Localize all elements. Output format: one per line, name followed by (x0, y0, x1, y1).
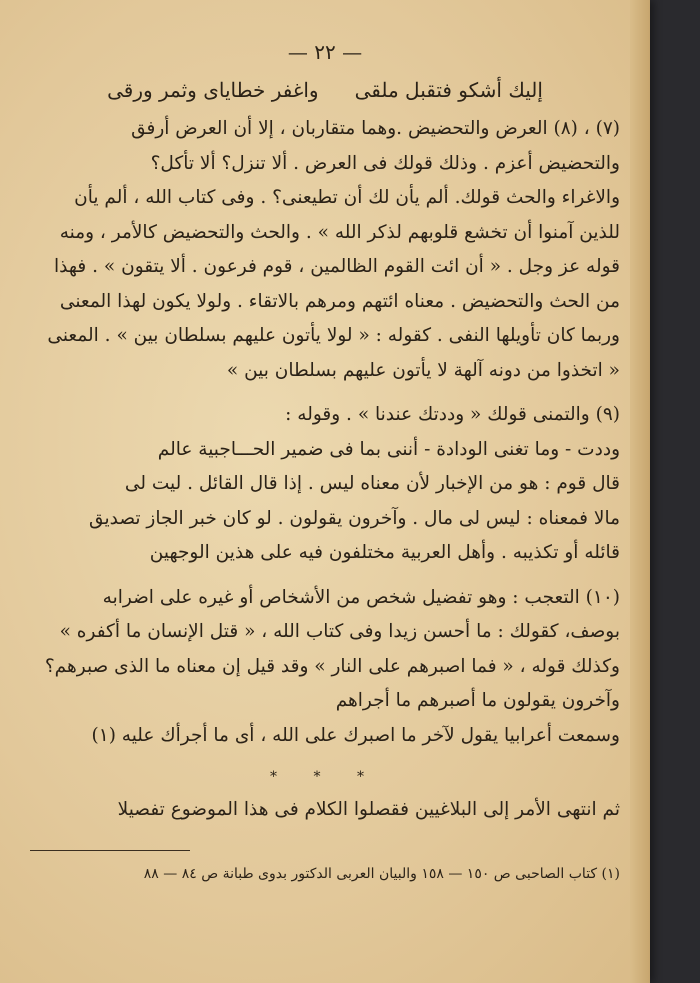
text-line: « اتخذوا من دونه آلهة لا يأتون عليهم بسلطان بين » (226, 359, 620, 381)
text-line: ثم انتهى الأمر إلى البلاغيين فقصلوا الكلام فى هذا الموضوع تفصيلا (117, 799, 620, 820)
text-line: (١٠) التعجب : وهو تفضيل شخص من الأشخاص أو غيره على اضرابه (102, 586, 620, 608)
page-edge (630, 0, 650, 983)
text-line: وكذلك قوله ، « فما اصبرهم على النار » وقد قيل إن معناه ما الذى صبرهم؟ (44, 655, 620, 677)
section-separator: * * * (270, 769, 380, 785)
text-line: وسمعت أعرابيا يقول لآخر ما اصبرك على الله ، أى ما أجرأك عليه (١) (91, 724, 620, 746)
closing-paragraph (30, 793, 620, 828)
paragraph-offer-urging (30, 112, 620, 388)
text-line: (٩) والتمنى قولك « وددتك عندنا » . وقوله : (285, 404, 620, 425)
text-line: والاغراء والحث قولك. ألم يأن لك أن تطيعنى؟ . وفى كتاب الله ، ألم يأن (74, 187, 620, 208)
footnote: (١) كتاب الصاحبى ص ١٥٠ — ١٥٨ والبيان العربى الدكتور بدوى طبانة ص ٨٤ — ٨٨ (143, 866, 620, 882)
text-line: بوصف، كقولك : ما أحسن زيدا وفى كتاب الله ، « قتل الإنسان ما أكفره » (59, 621, 620, 642)
page-number: — ٢٢ — (287, 40, 363, 64)
text-line: قوله عز وجل . « أن ائت القوم الظالمين ، قوم فرعون . ألا يتقون » . فهذا (54, 256, 620, 277)
verse-line: وددت - وما تغنى الودادة - أننى بما فى ضمير الحـــاجبية عالم (157, 438, 620, 460)
footnote-rule (30, 850, 190, 851)
paragraph-wishing (30, 398, 620, 571)
text-line: وربما كان تأويلها النفى . كقوله : « لولا يأتون عليهم بسلطان بين » . المعنى (47, 325, 620, 346)
verse-second-hemistich: واغفر خطاياى وثمر ورقى (107, 78, 319, 102)
text-line: والتحضيض أعزم . وذلك قولك فى العرض . ألا تنزل؟ ألا تأكل؟ (150, 152, 620, 174)
text-line: مالا فمعناه : ليس لى مال . وآخرون يقولون . لو كان خبر الجاز تصديق (89, 507, 620, 529)
paragraph-exclamation (30, 581, 620, 754)
text-line: للذين آمنوا أن تخشع قلوبهم لذكر الله » . والحث والتحضيض كالأمر ، ومنه (59, 221, 620, 243)
text-line: قال قوم : هو من الإخبار لأن معناه ليس . إذا قال القائل . ليت لى (124, 473, 620, 494)
opening-verse (30, 78, 620, 102)
text-line: من الحث والتحضيض . معناه ائتهم ومرهم بالاتقاء . ولولا يكون لهذا المعنى (59, 290, 620, 312)
page-content (30, 40, 620, 838)
verse-first-hemistich: إليك أشكو فتقبل ملقى (354, 78, 543, 102)
text-line: (٧) ، (٨) العرض والتحضيض .وهما متقاربان ، إلا أن العرض أرفق (131, 118, 620, 139)
text-line: وآخرون يقولون ما أصبرهم ما أجراهم (335, 690, 620, 711)
text-line: قائله أو تكذيبه . وأهل العربية مختلفون فيه على هذين الوجهين (149, 542, 620, 563)
